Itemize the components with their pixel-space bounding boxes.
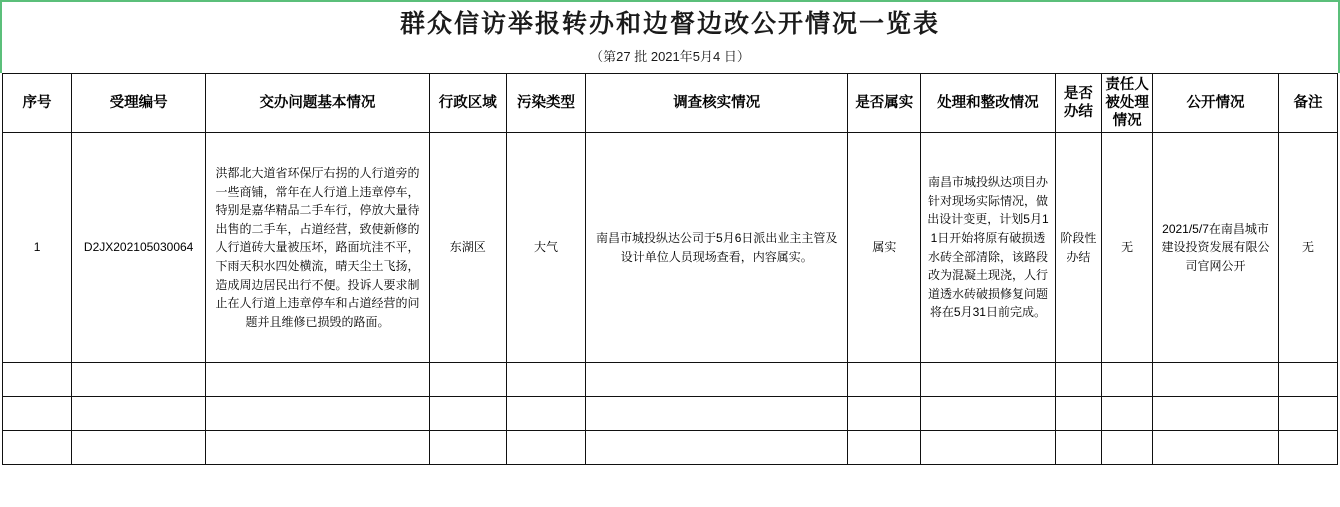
cell-issue	[206, 431, 430, 465]
cell-code	[72, 363, 206, 397]
cell-publicity: 2021/5/7在南昌城市建设投资发展有限公司官网公开	[1153, 133, 1279, 363]
cell-code: D2JX202105030064	[72, 133, 206, 363]
table-row	[3, 397, 1338, 431]
cell-pollution	[506, 431, 585, 465]
cell-seq: 1	[3, 133, 72, 363]
table-header-row	[3, 73, 1338, 132]
cell-investigation	[586, 431, 848, 465]
cell-handling	[921, 397, 1055, 431]
cell-pollution: 大气	[506, 133, 585, 363]
cell-region: 东湖区	[429, 133, 506, 363]
cell-region	[429, 363, 506, 397]
cell-is-true	[848, 397, 921, 431]
column-header-region: 行政区域	[429, 73, 506, 132]
column-header-issue: 交办问题基本情况	[206, 73, 430, 132]
cell-person-handled	[1102, 431, 1153, 465]
title-band	[0, 0, 1340, 73]
complaints-table	[2, 73, 1338, 465]
column-header-is-done: 是否办结	[1055, 73, 1102, 132]
cell-issue	[206, 397, 430, 431]
cell-code	[72, 397, 206, 431]
cell-pollution	[506, 397, 585, 431]
column-header-handling: 处理和整改情况	[921, 73, 1055, 132]
cell-person-handled: 无	[1102, 133, 1153, 363]
cell-person-handled	[1102, 363, 1153, 397]
cell-handling: 南昌市城投纵达项目办针对现场实际情况，做出设计变更，计划5月11日开始将原有破损透水砖全部清除，该路段改为混凝土现浇，人行道透水砖破损修复问题将在5月31日前完成。	[921, 133, 1055, 363]
cell-issue: 洪都北大道省环保厅右拐的人行道旁的一些商铺，常年在人行道上违章停车，特别是嘉华精品二手车行，停放大量待出售的二手车，占道经营，致使新修的人行道砖大量被压坏，路面坑洼不平，下雨天积水四处横流，晴天尘土飞扬，造成周边居民出行不便。投诉人要求制止在人行道上违章停车和占道经营的问题并且维修已损毁的路面。	[206, 133, 430, 363]
cell-person-handled	[1102, 397, 1153, 431]
cell-pollution	[506, 363, 585, 397]
cell-remark	[1279, 431, 1338, 465]
cell-handling	[921, 431, 1055, 465]
cell-is-done	[1055, 431, 1102, 465]
page-subtitle: （第27 批 2021年5月4 日）	[590, 48, 750, 64]
cell-is-true	[848, 431, 921, 465]
column-header-investigation: 调查核实情况	[586, 73, 848, 132]
column-header-is-true: 是否属实	[848, 73, 921, 132]
cell-is-done: 阶段性办结	[1055, 133, 1102, 363]
cell-region	[429, 431, 506, 465]
cell-investigation	[586, 397, 848, 431]
column-header-pollution: 污染类型	[506, 73, 585, 132]
cell-seq	[3, 363, 72, 397]
column-header-seq: 序号	[3, 73, 72, 132]
cell-publicity	[1153, 431, 1279, 465]
table-row	[3, 363, 1338, 397]
cell-investigation: 南昌市城投纵达公司于5月6日派出业主主管及设计单位人员现场查看，内容属实。	[586, 133, 848, 363]
cell-seq	[3, 431, 72, 465]
cell-issue	[206, 363, 430, 397]
cell-handling	[921, 363, 1055, 397]
cell-publicity	[1153, 397, 1279, 431]
cell-remark	[1279, 363, 1338, 397]
table-row	[3, 431, 1338, 465]
cell-seq	[3, 397, 72, 431]
column-header-publicity: 公开情况	[1153, 73, 1279, 132]
cell-code	[72, 431, 206, 465]
cell-remark	[1279, 397, 1338, 431]
cell-publicity	[1153, 363, 1279, 397]
cell-region	[429, 397, 506, 431]
column-header-remark: 备注	[1279, 73, 1338, 132]
cell-is-done	[1055, 363, 1102, 397]
column-header-code: 受理编号	[72, 73, 206, 132]
cell-remark: 无	[1279, 133, 1338, 363]
cell-investigation	[586, 363, 848, 397]
cell-is-true: 属实	[848, 133, 921, 363]
page-title: 群众信访举报转办和边督边改公开情况一览表	[399, 10, 940, 38]
column-header-person-handled: 责任人被处理情况	[1102, 73, 1153, 132]
cell-is-done	[1055, 397, 1102, 431]
table-row	[3, 133, 1338, 363]
cell-is-true	[848, 363, 921, 397]
